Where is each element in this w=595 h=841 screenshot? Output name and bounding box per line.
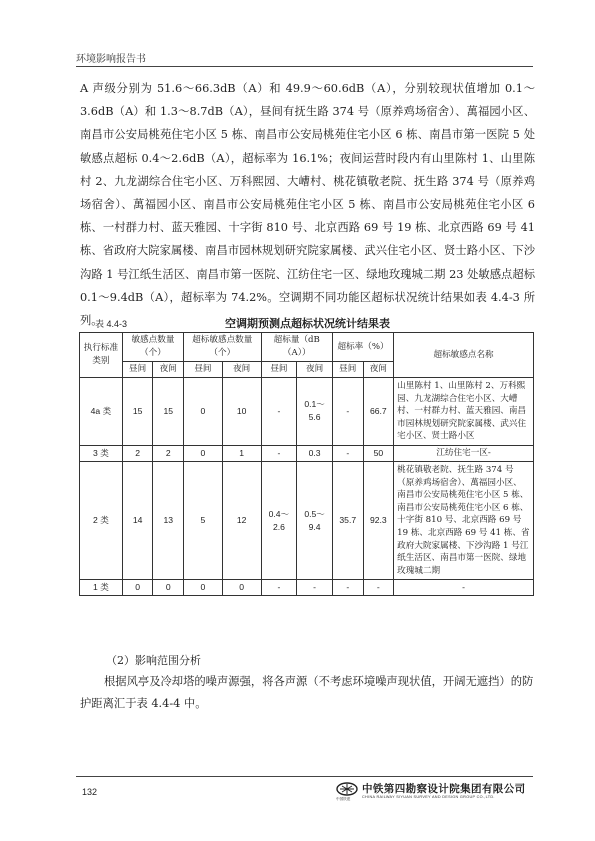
cell-rate-day: - [332,445,363,461]
header-names: 超标敏感点名称 [394,333,534,378]
header-exceed-amount: 超标量（dB（A）） [261,333,332,362]
cell-category: 3 类 [80,445,123,461]
header-standard: 执行标准类别 [80,333,123,378]
cell-rate-day: 35.7 [332,461,363,579]
header-night: 夜间 [153,362,184,378]
cell-names: 江纺住宅一区- [394,445,534,461]
cell-names: 桃花镇敬老院、抚生路 374 号（原养鸡场宿舍）、萬福园小区、南昌市公安局桃苑住宅小区 5 栋、南昌市公安局桃苑住宅小区 6 栋、十字街 810 号、北京西路 69 号 19 栋、北京西路 69 号 41 栋、省政府大院家属楼、下沙沟路 1 号江纸生活区、南昌市第一医院、绿地玫瑰城二期 [394,461,534,579]
company-name-en: CHINA RAILWAY SIYUAN SURVEY AND DESIGN GROUP CO.,LTD. [362,795,495,799]
table-row [80,461,534,579]
cell-count-day: 14 [122,461,153,579]
cell-amount-night: 0.3 [297,445,333,461]
cell-rate-night: 66.7 [363,378,394,446]
header-night: 夜间 [363,362,394,378]
cell-category: 1 类 [80,580,123,596]
table-caption [80,315,535,331]
cell-category: 2 类 [80,461,123,579]
cell-count-day: 0 [122,580,153,596]
cell-rate-night: - [363,580,394,596]
body-paragraph-2: 根据风亭及冷却塔的噪声源强，将各声源（不考虑环境噪声现状值，开阔无遮挡）的防护距离汇于表 4.4-4 中。 [80,675,534,710]
header-day: 昼间 [261,362,297,378]
cell-names: 山里陈村 1、山里陈村 2、万科熙园、九龙湖综合住宅小区、大嶆村、一村群力村、蓝天雅园、南昌市园林规划研究院家属楼、武兴住宅小区、贤士路小区 [394,378,534,446]
cell-exceed-day: 0 [184,445,223,461]
body-paragraph: A 声级分别为 51.6～66.3dB（A）和 49.9～60.6dB（A），分别较现状值增加 0.1～3.6dB（A）和 1.3～8.7dB（A），昼间有抚生路 374 号（原养鸡场宿舍）、萬福园小区、南昌市公安局桃苑住宅小区 5 栋、南昌市公安局桃苑住宅小区 6 栋、南昌市第一医院 5 处敏感点超标 0.4～2.6dB（A），超标率为 16.1%；夜间运营时段内有山里陈村 1、山里陈村 2、九龙湖综合住宅小区、万科熙园、大嶆村、桃花镇敬老院、抚生路 374 号（原养鸡场宿舍）、萬福园小区、南昌市公安局桃苑住宅小区 5 栋、南昌市公安局桃苑住宅小区 6 栋、一村群力村、蓝天雅园、十字街 810 号、北京西路 69 号 19 栋、北京西路 69 号 41 栋、省政府大院家属楼、南昌市园林规划研究院家属楼、武兴住宅小区、贤士路小区、下沙沟路 1 号江纸生活区、南昌市第一医院、江纺住宅一区、绿地玫瑰城二期 23 处敏感点超标 0.1～9.4dB（A），超标率为 74.2%。空调期不同功能区超标状况统计结果如表 4.4-3 所列。 [80,82,535,328]
company-name: 中铁第四勘察设计院集团有限公司 [362,783,526,795]
table-number: 表 4.4-3 [95,319,128,329]
header-day: 昼间 [332,362,363,378]
cell-amount-day: - [261,378,297,446]
cell-exceed-night: 1 [222,445,261,461]
cell-count-night: 13 [153,461,184,579]
cell-rate-day: - [332,378,363,446]
exceedance-table [79,332,534,596]
running-header: 环境影响报告书 [76,54,146,65]
cell-exceed-day: 0 [184,378,223,446]
cell-rate-day: - [332,580,363,596]
cell-exceed-night: 0 [222,580,261,596]
cell-exceed-night: 10 [222,378,261,446]
table-title: 空调期预测点超标状况统计结果表 [225,317,390,330]
table-row [80,580,534,596]
cell-exceed-day: 0 [184,580,223,596]
cell-count-day: 2 [122,445,153,461]
header-day: 昼间 [122,362,153,378]
header-exceed-rate: 超标率（%） [332,333,393,362]
cell-count-night: 15 [153,378,184,446]
cell-amount-day: - [261,580,297,596]
table-row [80,378,534,446]
header-divider [76,66,533,67]
cell-amount-night: 0.5～9.4 [297,461,333,579]
footer-divider [76,776,533,777]
cell-category: 4a 类 [80,378,123,446]
cell-amount-night: 0.1～5.6 [297,378,333,446]
header-night: 夜间 [297,362,333,378]
header-night: 夜间 [222,362,261,378]
cell-count-night: 0 [153,580,184,596]
cell-exceed-night: 12 [222,461,261,579]
cell-amount-day: - [261,445,297,461]
table-row [80,445,534,461]
cell-count-night: 2 [153,445,184,461]
header-sensitive-count: 敏感点数量（个） [122,333,183,362]
crcc-logo-icon [336,782,358,796]
cell-count-day: 15 [122,378,153,446]
cell-rate-night: 50 [363,445,394,461]
page-number: 132 [82,787,98,797]
cell-amount-day: 0.4～2.6 [261,461,297,579]
cell-names: - [394,580,534,596]
cell-exceed-day: 5 [184,461,223,579]
section-heading: （2）影响范围分析 [106,654,201,667]
logo-caption: 中国铁建 [336,797,351,801]
header-exceed-count: 超标敏感点数量（个） [184,333,262,362]
cell-rate-night: 92.3 [363,461,394,579]
header-day: 昼间 [184,362,223,378]
cell-amount-night: - [297,580,333,596]
